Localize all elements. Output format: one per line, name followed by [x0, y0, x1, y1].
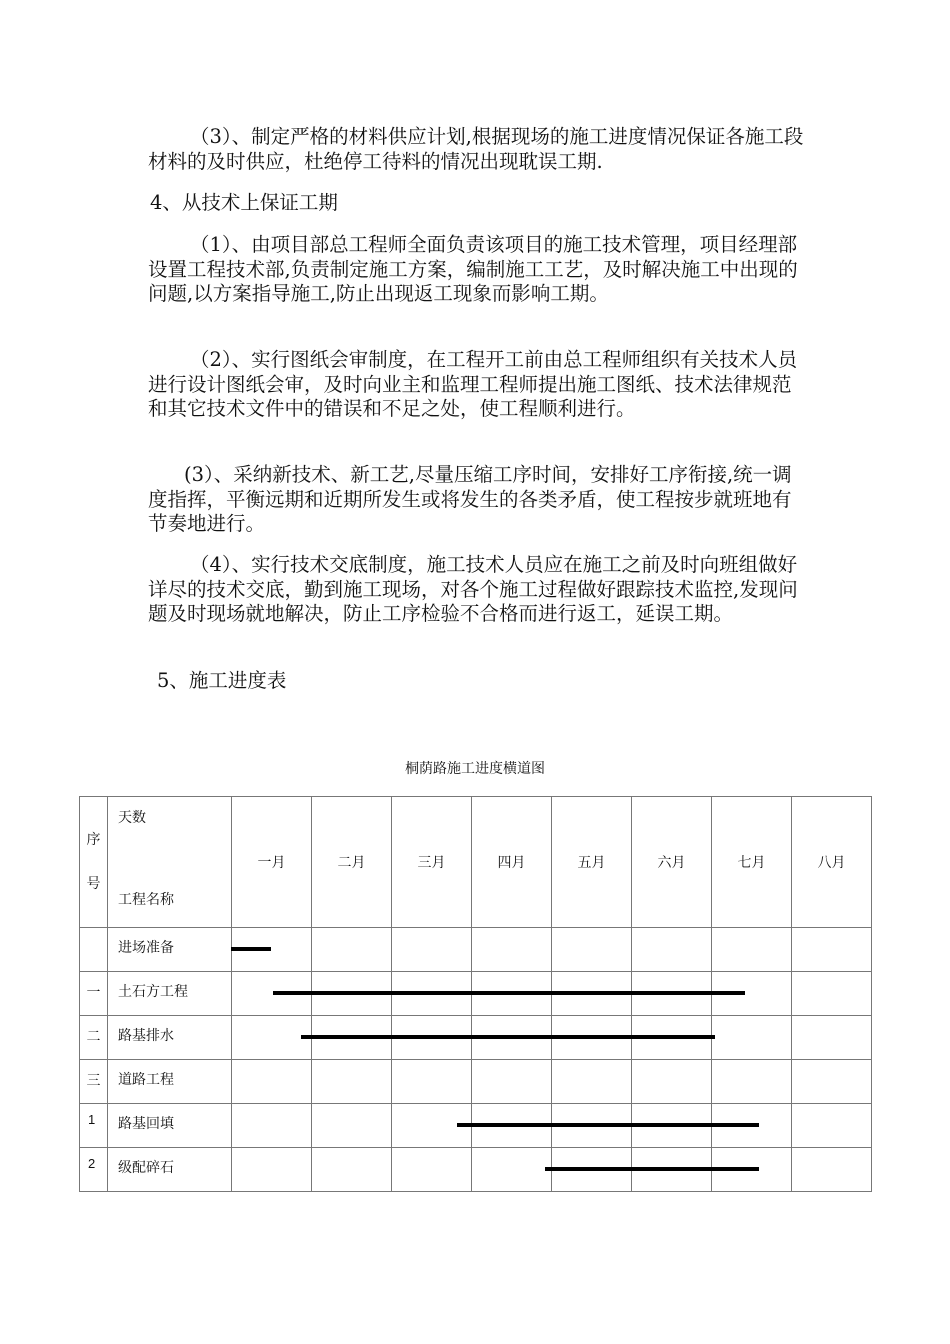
row-name: 路基回填	[108, 1104, 232, 1148]
row-seq: 1	[80, 1104, 108, 1148]
heading-progress-table: 5、施工进度表	[157, 669, 287, 692]
gantt-bar	[231, 947, 271, 951]
month-header: 七月	[712, 797, 792, 928]
month-header: 二月	[312, 797, 392, 928]
row-name: 道路工程	[108, 1060, 232, 1104]
header-days-label: 天数	[118, 810, 146, 826]
row-seq: 二	[80, 1016, 108, 1060]
header-seq-bottom: 号	[86, 876, 101, 892]
row-name: 土石方工程	[108, 972, 232, 1016]
month-header: 五月	[552, 797, 632, 928]
header-seq-cell	[80, 797, 108, 928]
gantt-title: 桐荫路施工进度横道图	[405, 761, 545, 777]
gantt-bar	[457, 1123, 759, 1127]
month-header: 三月	[392, 797, 472, 928]
paragraph-material-supply: （3）、制定严格的材料供应计划,根据现场的施工进度情况保证各施工段材料的及时供应，杜绝停工待料的情况出现耽误工期.	[148, 125, 804, 173]
header-name-label: 工程名称	[118, 892, 174, 908]
month-header: 一月	[232, 797, 312, 928]
header-name-cell	[108, 797, 232, 928]
table-row	[80, 1060, 872, 1104]
row-name: 进场准备	[108, 928, 232, 972]
month-header: 四月	[472, 797, 552, 928]
paragraph-tech-4: （4）、实行技术交底制度，施工技术人员应在施工之前及时向班组做好详尽的技术交底，勤到施工现场，对各个施工过程做好跟踪技术监控,发现问题及时现场就地解决，防止工序检验不合格而进行返工，延误工期。	[148, 553, 798, 625]
row-name: 路基排水	[108, 1016, 232, 1060]
gantt-header-row	[80, 797, 872, 928]
row-seq	[80, 928, 108, 972]
row-seq: 三	[80, 1060, 108, 1104]
table-row	[80, 928, 872, 972]
paragraph-tech-2: （2）、实行图纸会审制度，在工程开工前由总工程师组织有关技术人员进行设计图纸会审，及时向业主和监理工程师提出施工图纸、技术法律规范和其它技术文件中的错误和不足之处，使工程顺利进行。	[148, 348, 798, 420]
month-header: 八月	[792, 797, 872, 928]
row-seq: 一	[80, 972, 108, 1016]
gantt-bar	[545, 1167, 759, 1171]
gantt-bar	[301, 1035, 715, 1039]
heading-technical-schedule: 4、从技术上保证工期	[150, 191, 338, 214]
month-header: 六月	[632, 797, 712, 928]
gantt-bar	[273, 991, 745, 995]
header-seq-top: 序	[86, 832, 101, 848]
row-name: 级配碎石	[108, 1148, 232, 1192]
paragraph-tech-1: （1）、由项目部总工程师全面负责该项目的施工技术管理，项目经理部设置工程技术部,负责制定施工方案，编制施工工艺，及时解决施工中出现的问题,以方案指导施工,防止出现返工现象而影响工期。	[148, 233, 798, 305]
paragraph-tech-3: (3）、采纳新技术、新工艺,尽量压缩工序时间，安排好工序衔接,统一调度指挥，平衡远期和近期所发生或将发生的各类矛盾，使工程按步就班地有节奏地进行。	[148, 463, 792, 535]
row-seq: 2	[80, 1148, 108, 1192]
